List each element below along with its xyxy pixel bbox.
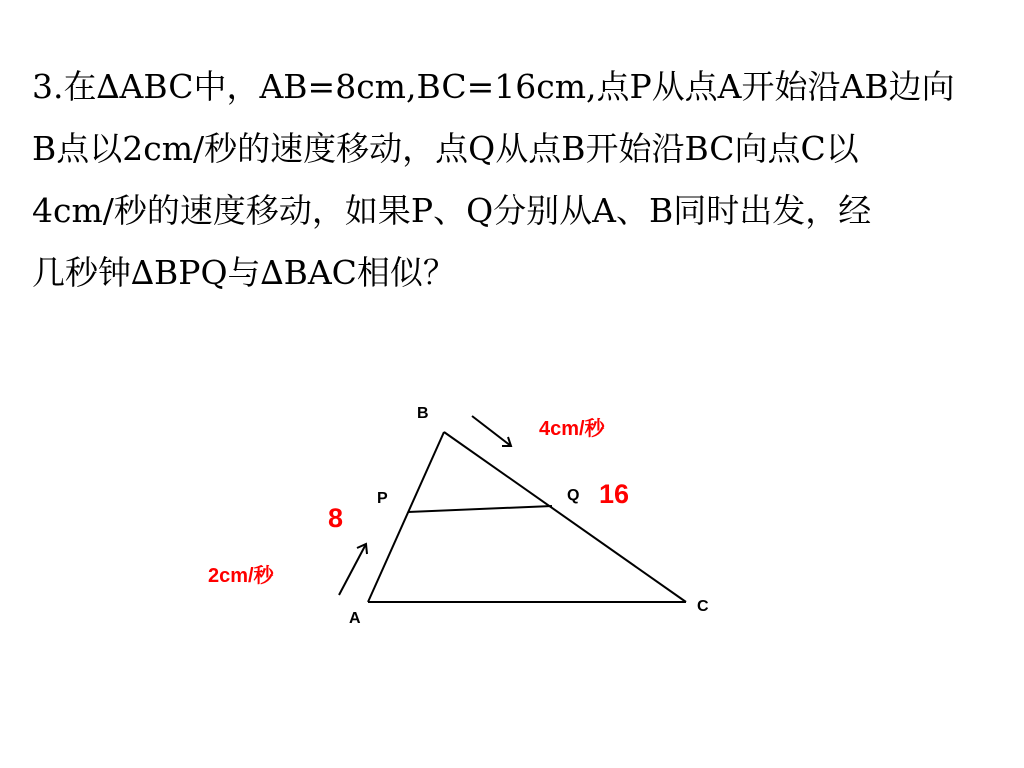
- speed-q-label: 4cm/秒: [539, 418, 605, 440]
- problem-line-3: 4cm/秒的速度移动，如果P、Q分别从A、B同时出发，经: [32, 191, 872, 230]
- arrow-p-icon: [339, 544, 367, 595]
- point-label-c: C: [697, 598, 709, 615]
- point-label-p: P: [377, 490, 388, 507]
- arrow-q-icon: [472, 416, 511, 446]
- point-label-q: Q: [567, 487, 580, 504]
- side-ab-value: 8: [328, 503, 344, 533]
- speed-p-label: 2cm/秒: [208, 565, 274, 587]
- side-bc: [444, 432, 686, 602]
- side-bc-value: 16: [599, 479, 630, 509]
- problem-line-1: 3.在∆ABC中，AB=8cm,BC=16cm,点P从点A开始沿AB边向: [32, 67, 955, 106]
- problem-line-4: 几秒钟∆BPQ与∆BAC相似？: [32, 253, 456, 292]
- point-label-a: A: [349, 610, 361, 627]
- point-label-b: B: [417, 405, 429, 422]
- side-ab: [368, 432, 444, 602]
- segment-pq: [408, 506, 552, 512]
- problem-line-2: B点以2cm/秒的速度移动，点Q从点B开始沿BC向点C以: [32, 129, 859, 168]
